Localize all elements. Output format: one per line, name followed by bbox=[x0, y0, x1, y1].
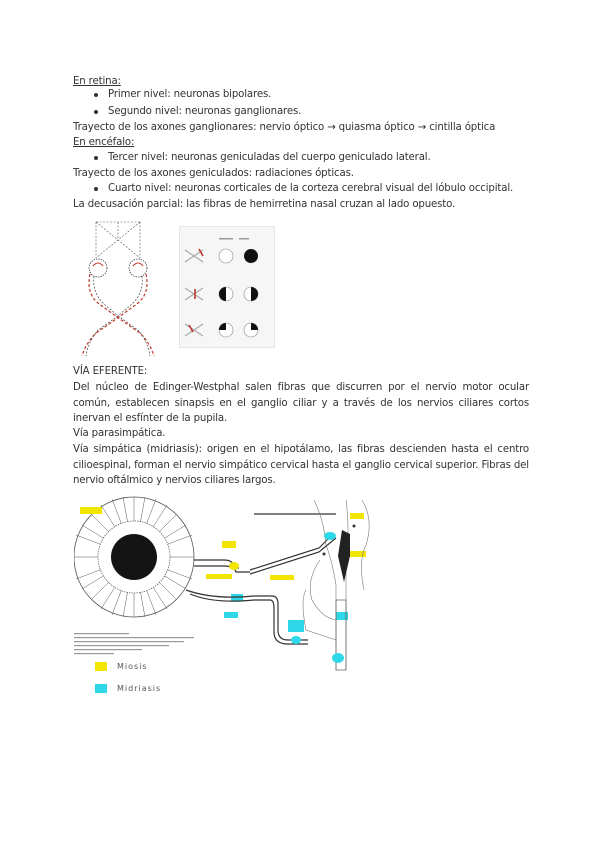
bullet-dot bbox=[94, 156, 98, 160]
legend-swatch-midriasis bbox=[95, 684, 107, 693]
bullet-dot bbox=[94, 93, 98, 97]
bullet-dot bbox=[94, 110, 98, 114]
heading-en-encefalo: En encéfalo: bbox=[73, 137, 135, 148]
via-parasimpatica: Vía parasimpática. bbox=[73, 428, 166, 439]
bullet-dot bbox=[94, 187, 98, 191]
decusacion-parcial: La decusación parcial: las fibras de hemirretina nasal cruzan al lado opuesto. bbox=[73, 199, 456, 210]
legend-swatch-miosis bbox=[95, 662, 107, 671]
optic-pathway-diagram bbox=[78, 218, 160, 360]
pupillary-pathway-diagram bbox=[74, 490, 392, 690]
visual-field-diagram bbox=[179, 226, 273, 346]
trayecto-geniculados: Trayecto de los axones geniculados: radiaciones ópticas. bbox=[73, 168, 354, 179]
legend-label-miosis: Miosis bbox=[117, 662, 148, 671]
bullet-segundo-nivel: Segundo nivel: neuronas ganglionares. bbox=[108, 106, 302, 117]
legend-label-midriasis: Midriasis bbox=[117, 684, 162, 693]
heading-en-retina: En retina: bbox=[73, 76, 121, 87]
bullet-primer-nivel: Primer nivel: neuronas bipolares. bbox=[108, 89, 272, 100]
paragraph-edinger-westphal: Del núcleo de Edinger-Westphal salen fibras que discurren por el nervio motor ocular común, establecen sinapsis en el ganglio ciliar y a través de los nervios ciliares cortos inervan el esfínter de la pupila. bbox=[73, 382, 529, 424]
heading-via-eferente: VÍA EFERENTE: bbox=[73, 366, 148, 377]
bullet-tercer-nivel: Tercer nivel: neuronas geniculadas del cuerpo geniculado lateral. bbox=[108, 152, 431, 163]
bullet-cuarto-nivel: Cuarto nivel: neuronas corticales de la corteza cerebral visual del lóbulo occipital. bbox=[108, 183, 514, 194]
paragraph-via-simpatica: Vía simpática (midriasis): origen en el hipotálamo, las fibras descienden hasta el centro cilioespinal, forman el nervio simpático cervical hasta el ganglio cervical superior. Fibras del nervio oftálmico y nervios ciliares largos. bbox=[73, 444, 529, 486]
trayecto-ganglionares: Trayecto de los axones ganglionares: nervio óptico → quiasma óptico → cintilla óptica bbox=[73, 122, 496, 133]
